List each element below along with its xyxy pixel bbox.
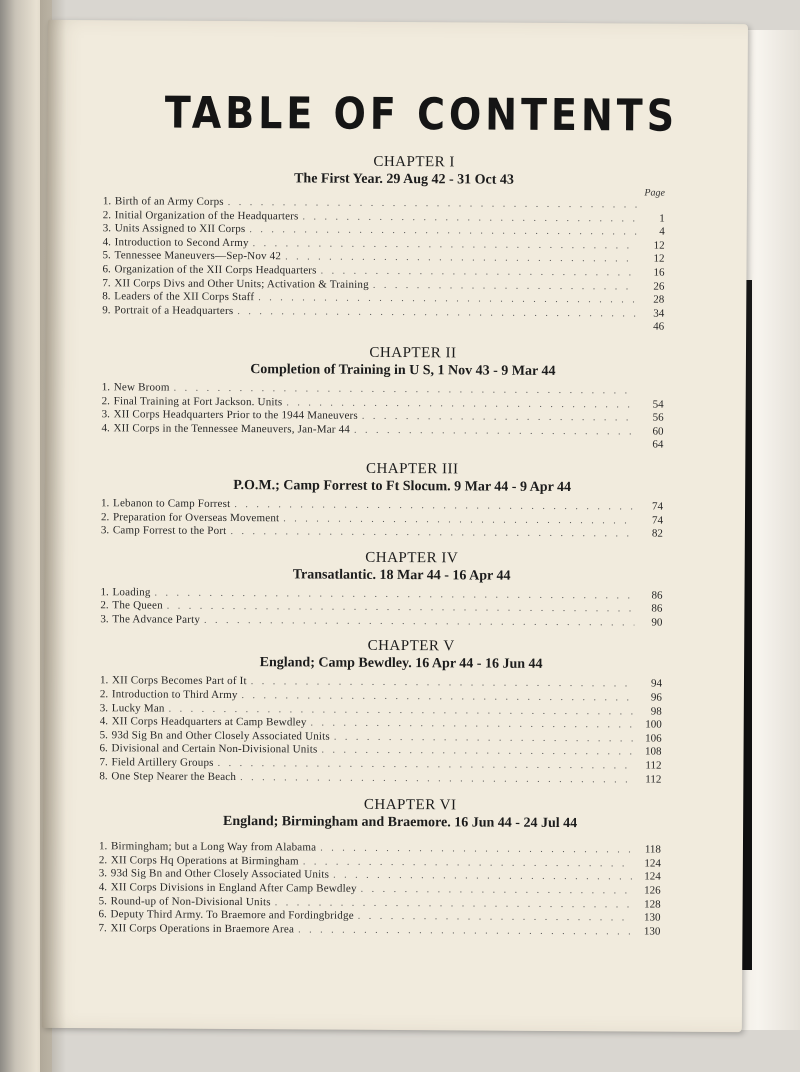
dot-leader	[237, 305, 636, 321]
chapter-subtitle: Transatlantic. 18 Mar 44 - 16 Apr 44	[292, 567, 511, 584]
gutter-shadow	[40, 0, 66, 1072]
toc-entry	[98, 922, 660, 939]
page-title: TABLE OF CONTENTS	[164, 87, 679, 142]
entry-number: 1.	[102, 195, 112, 208]
entry-title: Leaders of the XII Corps Staff	[114, 290, 255, 304]
entry-page-number: 126	[644, 884, 661, 897]
entry-title: XII Corps Headquarters Prior to the 1944 Maneuvers	[113, 408, 358, 422]
entry-title: Organization of the XII Corps Headquarters	[114, 263, 317, 277]
entry-title: Portrait of a Headquarters	[114, 304, 234, 317]
entry-page-number: 74	[652, 500, 664, 513]
entry-page-number: 60	[652, 425, 664, 438]
entry-page-number: 86	[651, 589, 663, 602]
entry-number: 5.	[99, 729, 108, 742]
chapter-subtitle: P.O.M.; Camp Forrest to Ft Slocum. 9 Mar 44 - 9 Apr 44	[233, 477, 572, 495]
chapter-section	[101, 459, 663, 541]
entry-title: Loading	[112, 585, 151, 599]
entry-number: 3.	[100, 613, 109, 626]
entry-title: XII Corps Divisions in England After Camp Bewdley	[110, 881, 357, 895]
dot-leader	[240, 771, 633, 787]
chapter-heading: CHAPTER IV	[365, 549, 459, 567]
toc-entry	[100, 613, 662, 630]
entry-number: 2.	[98, 854, 108, 867]
entry-page-number: 130	[643, 925, 661, 938]
entry-page-number: 112	[645, 773, 662, 786]
entry-page-number: 90	[651, 616, 663, 629]
entry-number: 2.	[102, 208, 112, 221]
entry-title: XII Corps Divs and Other Units; Activation & Training	[114, 276, 369, 291]
entry-title: Preparation for Overseas Movement	[112, 510, 280, 524]
entry-list	[98, 840, 661, 939]
entry-page-number: 4	[659, 225, 665, 238]
entry-number: 3.	[98, 867, 108, 880]
entry-number: 4.	[99, 715, 109, 728]
chapter-heading: CHAPTER III	[365, 460, 459, 478]
entry-page-number: 34	[653, 307, 665, 320]
entry-title: XII Corps Hq Operations at Birmingham	[110, 854, 299, 868]
entry-number: 2.	[101, 394, 110, 407]
entry-title: The Advance Party	[112, 613, 201, 626]
entry-number: 6.	[102, 263, 111, 276]
table-of-contents	[98, 152, 665, 939]
entry-page-number: 130	[643, 911, 661, 924]
entry-number: 4.	[101, 421, 110, 434]
entry-number: 2.	[99, 688, 109, 701]
chapter-subtitle: The First Year. 29 Aug 42 - 31 Oct 43	[294, 171, 515, 188]
entry-page-number: 16	[653, 266, 665, 279]
entry-title: The Queen	[112, 599, 163, 612]
entry-page-number: 56	[652, 411, 664, 424]
entry-number: 1.	[101, 497, 110, 510]
entry-number: 3.	[99, 701, 109, 714]
entry-page-number: 86	[651, 602, 663, 615]
chapter-section	[102, 152, 665, 334]
entry-number: 6.	[98, 908, 107, 921]
entry-number: 3.	[101, 408, 110, 421]
entry-number: 9.	[102, 303, 111, 316]
entry-number: 1.	[100, 585, 109, 598]
entry-number: 1.	[98, 840, 108, 853]
entry-title: Field Artillery Groups	[111, 756, 214, 769]
entry-page-number: 1	[659, 212, 665, 225]
entry-number: 4.	[98, 881, 107, 894]
entry-number: 5.	[98, 894, 107, 907]
entry-number: 5.	[102, 249, 111, 262]
entry-title: One Step Nearer the Beach	[111, 769, 237, 783]
entry-page-number: 82	[651, 527, 663, 540]
entry-page-number: 106	[645, 732, 662, 745]
entry-title: Final Training at Fort Jackson. Units	[113, 394, 283, 408]
entry-title: Introduction to Third Army	[111, 688, 238, 702]
entry-title: XII Corps in the Tennessee Maneuvers, Jan-Mar 44	[113, 421, 351, 436]
chapter-heading: CHAPTER VI	[363, 797, 457, 814]
entry-title: 93d Sig Bn and Other Closely Associated Units	[110, 867, 330, 882]
dot-leader	[354, 423, 636, 438]
entry-title: Divisional and Certain Non-Divisional Units	[111, 742, 318, 756]
toc-entry	[101, 524, 663, 541]
entry-title: Initial Organization of the Headquarters	[114, 208, 299, 222]
dot-leader	[230, 525, 634, 541]
entry-title: Round-up of Non-Divisional Units	[110, 894, 271, 908]
entry-title: Birth of an Army Corps	[114, 195, 224, 208]
entry-number: 4.	[102, 235, 111, 249]
chapter-heading: CHAPTER I	[373, 153, 455, 171]
chapter-section	[101, 343, 664, 452]
dot-leader	[204, 614, 634, 630]
entry-page-number: 94	[650, 678, 662, 691]
entry-title: Tennessee Maneuvers—Sep-Nov 42	[114, 249, 282, 263]
entry-number: 7.	[102, 276, 111, 289]
chapter-section	[100, 548, 662, 630]
entry-number: 3.	[100, 524, 110, 537]
chapter-subtitle: England; Camp Bewdley. 16 Apr 44 - 16 Jun 44	[259, 655, 543, 673]
entry-number: 7.	[99, 756, 108, 769]
book-page	[42, 20, 748, 1032]
entry-page-number: 64	[652, 438, 664, 451]
entry-title: 93d Sig Bn and Other Closely Associated Units	[111, 729, 330, 743]
entry-page-number: 124	[644, 857, 661, 870]
entry-page-number: 54	[652, 398, 664, 411]
entry-title: Deputy Third Army. To Braemore and Fordingbridge	[110, 908, 354, 922]
dot-leader	[298, 923, 632, 939]
chapter-heading: CHAPTER II	[369, 344, 457, 362]
entry-page-number: 112	[645, 759, 662, 772]
entry-number: 8.	[99, 769, 108, 782]
entry-number: 2.	[100, 510, 110, 523]
entry-page-number: 26	[653, 280, 665, 293]
entry-title: Lebanon to Camp Forrest	[113, 497, 231, 510]
entry-title: Camp Forrest to the Port	[112, 524, 227, 538]
entry-title: Units Assigned to XII Corps	[114, 222, 246, 236]
entry-title: XII Corps Becomes Part of It	[111, 674, 247, 688]
entry-number: 7.	[98, 921, 107, 935]
entry-title: XII Corps Headquarters at Camp Bewdley	[111, 715, 307, 729]
entry-title: XII Corps Operations in Braemore Area	[110, 922, 295, 936]
entry-page-number: 98	[650, 705, 662, 718]
entry-list	[102, 195, 665, 334]
entry-page-number: 118	[644, 843, 661, 856]
entry-number: 2.	[100, 599, 109, 612]
entry-list	[101, 381, 663, 452]
entry-number: 8.	[102, 290, 111, 303]
entry-page-number: 12	[653, 252, 665, 266]
chapter-heading: CHAPTER V	[367, 638, 455, 655]
entry-page-number: 74	[651, 514, 663, 527]
entry-page-number: 100	[645, 718, 662, 731]
chapter-section	[98, 795, 661, 939]
entry-title: New Broom	[113, 381, 170, 394]
entry-page-number: 124	[644, 870, 661, 884]
page-column-label: Page	[644, 187, 665, 199]
entry-title: Introduction to Second Army	[114, 236, 249, 249]
entry-number: 1.	[101, 381, 111, 394]
entry-title: Lucky Man	[111, 701, 165, 715]
entry-number: 3.	[102, 222, 112, 235]
entry-page-number: 28	[653, 293, 665, 306]
entry-page-number: 46	[653, 320, 665, 333]
entry-title: Birmingham; but a Long Way from Alabama	[110, 840, 317, 854]
entry-list	[101, 497, 663, 541]
chapter-section	[99, 637, 662, 787]
chapter-subtitle: England; Birmingham and Braemore. 16 Jun 44 - 24 Jul 44	[223, 814, 578, 832]
toc-entry	[99, 770, 661, 787]
entry-list	[100, 586, 662, 630]
entry-page-number: 12	[653, 239, 665, 252]
entry-page-number: 96	[650, 691, 662, 704]
entry-number: 1.	[99, 674, 109, 687]
entry-page-number: 128	[644, 898, 661, 911]
entry-number: 6.	[99, 742, 108, 755]
entry-page-number: 108	[645, 745, 662, 759]
chapter-subtitle: Completion of Training in U S, 1 Nov 43 - 9 Mar 44	[250, 362, 556, 379]
entry-list	[99, 675, 662, 787]
